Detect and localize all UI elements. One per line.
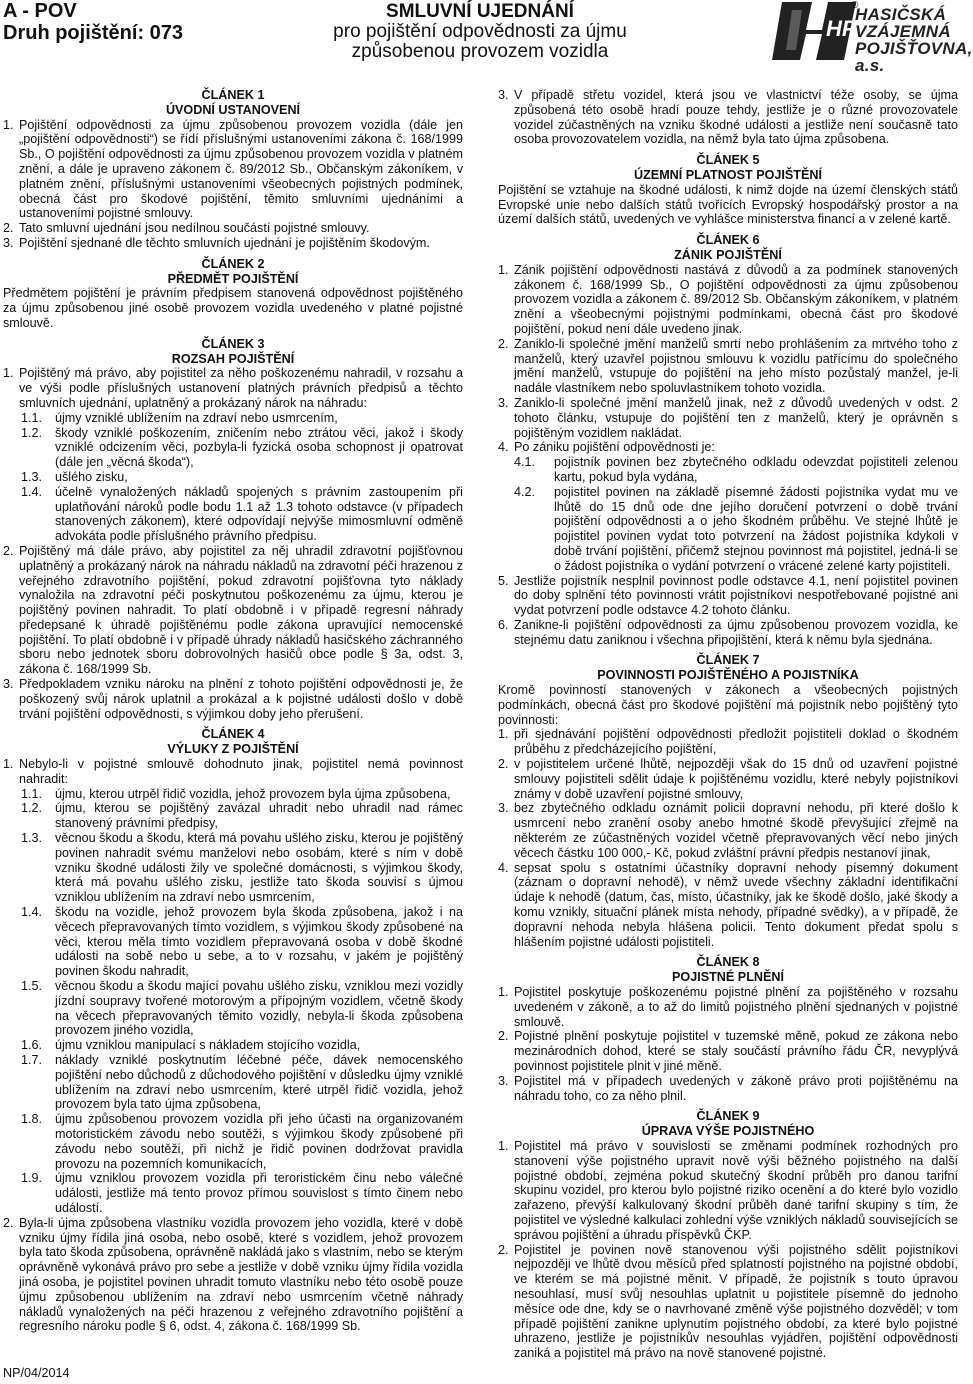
article-5-text: Pojištění se vztahuje na škodné události, k nimž dojde na území členských států Evropské unie nebo dalších států tvořících Evropský hospodářský prostor a na území dalších států, uvedených ve vyhlášce ministerstva financí a v zelené kartě. (498, 182, 958, 227)
article-4-paragraph (3, 1216, 463, 1334)
item-text: Pojištění odpovědnosti za újmu způsobenou provozem vozidla (dále jen „pojištění odpovědnosti“) se řídí příslušnými ustanoveními zákona č. 168/1999 Sb., O pojištění odpovědnosti za újmu způsobenou provozem vozidla v platném znění, a dále je upraveno zákonem č. 89/2012 Sb., Občanským zákoníkem, v platném znění, příslušnými ustanoveními všeobecných pojistných podmínek, obecná část pro škodové pojištění, těmito smluvními ujednáními a ustanoveními pojistné smlouvy. (19, 117, 463, 221)
article-2-title: PŘEDMĚT POJIŠTĚNÍ (167, 271, 299, 286)
item-text: Pojistné plnění poskytuje pojistitel v tuzemské měně, pokud ze zákona nebo mezinárodních dohod, které se staly součástí právního řádu ČR, nevyplývá povinnost pojistitele plnit v jiné měně. (514, 1029, 958, 1073)
item-number: 1.2. (21, 425, 43, 440)
insurance-type: Druh pojištění: 073 (3, 22, 184, 44)
item-text: Pojištěný má právo, aby pojistitel za něho poškozenému nahradil, v rozsahu a ve výši podle příslušných ustanovení platných právních předpisů a těchto smluvních ujednání, uplatněný a prokázaný nárok na náhradu: (19, 366, 463, 410)
item-number: 1.1. (21, 410, 43, 425)
article-7-paragraph (498, 757, 958, 801)
item-text: V případě střetu vozidel, která jsou ve vlastnictví téže osoby, se újma způsobená této osobě hradí pouze tehdy, jestliže je o různé provozovatele vozidel zúčastněných na vzniku škodné události a jestliže není současně tato osoba provozovatelem vozidla, na němž byla tato újma způsobena. (514, 88, 958, 147)
item-number: 1.5. (21, 979, 43, 994)
item-number: 1.2. (21, 801, 43, 816)
item-text: Pojistitel poskytuje poškozenému pojistné plnění za pojištěného v rozsahu uvedeném v zákoně, a to až do limitů pojistného plnění sjednaných v pojistné smlouvě. (514, 985, 958, 1029)
registered-mark: ® (851, 0, 859, 11)
item-number: 2. (3, 221, 14, 236)
item-text: Předpokladem vzniku nároku na plnění z tohoto pojištění odpovědnosti je, že poškozený svůj nárok uplatnil a prokázal a k pojistné události došlo v době trvání pojištění odpovědnosti, s výjimkou doby jeho přerušení. (19, 677, 463, 721)
article-6-paragraph (498, 618, 958, 648)
article-7-title: POVINNOSTI POJIŠTĚNÉHO A POJISTNÍKA (597, 668, 859, 683)
item-number: 4.2. (514, 484, 536, 499)
article-4-subitem (21, 1171, 463, 1215)
item-number: 2. (498, 1029, 509, 1044)
item-text: Pojištění sjednané dle těchto smluvních ujednání je pojištěním škodovým. (19, 235, 430, 250)
article-9-paragraph (498, 1139, 958, 1243)
article-1-paragraph (3, 221, 463, 236)
article-4-subitem (21, 905, 463, 979)
item-number: 6. (498, 617, 509, 632)
article-4-paragraph (3, 757, 463, 787)
article-4-subitem (21, 979, 463, 1038)
item-text: sepsat spolu s ostatními účastníky dopravní nehody písemný dokument (záznam o dopravní nehodě), v němž uvede všechny základní identifikační údaje k nehodě (datum, čas, místo, účastníky, jak ke škodě došlo, jaké škody a komu vznikly, situační plánek místa nehody, případné svědky), a v případě, že dopravní nehoda nebyla hlášena policii. Tento dokument předat spolu s hlášením pojistné události pojistiteli. (514, 860, 958, 949)
title-line-1: SMLUVNÍ UJEDNÁNÍ (386, 1, 574, 22)
item-text: újmu, kterou se pojištěný zavázal uhradit nebo uhradil nad rámec stanovený právními předpisy, (55, 801, 463, 831)
article-8-paragraph (498, 985, 958, 1029)
item-text: Byla-li újma způsobena vlastníku vozidla provozem jeho vozidla, které v době vzniku újmy řídila jiná osoba, nebo osobě, které s vozidlem, jehož provozem byla tato škoda způsobena, oprávněně nakládá jako s vlastním, nebo se kterým oprávněně vykonává právo pro sebe a jestliže v době vzniku újmy řídila vozidla jiná osoba, je pojistitel povinen uhradit tomuto vlastníku nebo této osobě pouze újmu způsobenou ublížením na zdraví nebo usmrcením včetně náhrady nákladů vynaložených na péči hrazenou z veřejného zdravotního pojištění a regresního nároku podle § 6, odst. 4, zákona č. 168/1999 Sb. (19, 1215, 463, 1334)
item-number: 3. (498, 395, 509, 410)
article-7-paragraph (498, 861, 958, 950)
item-text: Po zániku pojištění odpovědnosti je: (514, 440, 715, 455)
article-6-title: ZÁNIK POJIŠTĚNÍ (674, 247, 782, 262)
page-header (0, 0, 973, 82)
doc-title (280, 2, 680, 62)
article-5-title: ÚZEMNÍ PLATNOST POJIŠTĚNÍ (634, 167, 822, 182)
article-1-number: ČLÁNEK 1 (201, 88, 265, 102)
article-4-subitem (21, 1038, 463, 1053)
logo-mark: HP (826, 16, 857, 41)
article-6-paragraph (498, 263, 958, 337)
article-8-title: POJISTNÉ PLNĚNÍ (672, 970, 784, 985)
article-6-paragraph (498, 396, 958, 440)
item-number: 4. (498, 860, 509, 875)
item-number: 1. (3, 757, 14, 772)
article-8-paragraph (498, 1074, 958, 1104)
item-number: 3. (3, 235, 14, 250)
item-text: Jestliže pojistník nesplnil povinnost podle odstavce 4.1, není pojistitel povinen do doby splnění této povinnosti vrátit pojistníkovi nespotřebované pojistné ani vydat potvrzení podle odstavce 4.2 tohoto článku. (514, 573, 958, 618)
document-code-footer: NP/04/2014 (3, 1366, 70, 1380)
company-name-line-3: POJIŠŤOVNA, a.s. (855, 39, 973, 75)
item-number: 1. (498, 262, 509, 277)
item-text: věcnou škodu a škodu mající povahu ušlého zisku, vzniklou mezi vozidly jízdní soupravy tvořené motorovým a přípojným vozidlem, včetně škody na věcech přepravovaných těmito vozidly, nebyla-li škoda způsobena provozem jiného vozidla, (55, 979, 463, 1038)
item-text: při sjednávání pojištění odpovědnosti předložit pojistiteli doklad o škodném průběhu z předcházejícího pojištění, (514, 727, 958, 757)
doc-code: A - POV (3, 0, 77, 22)
item-number: 1. (3, 117, 14, 132)
item-number: 3. (498, 801, 509, 816)
item-number: 4. (498, 440, 509, 455)
item-number: 1.1. (21, 786, 43, 801)
right-column (498, 88, 958, 1361)
item-number: 2. (3, 543, 14, 558)
article-6-subitem (514, 485, 958, 574)
item-number: 2. (3, 1215, 14, 1230)
item-text: Zanikne-li pojištění odpovědnosti za újmu způsobenou provozem vozidla, ke stejnému datu zaniknou i všechna připojištění, která k němu byla sjednána. (514, 617, 958, 647)
item-number: 3. (3, 677, 14, 692)
item-number: 1.8. (21, 1112, 43, 1127)
article-6-number: ČLÁNEK 6 (696, 233, 760, 248)
item-number: 1. (498, 727, 509, 742)
article-2-number: ČLÁNEK 2 (201, 256, 265, 271)
item-text: Pojištěný má dále právo, aby pojistitel za něj uhradil zdravotní pojišťovnou uplatněný a prokázaný nárok na náhradu nákladů na zdravotní péči hrazenou z veřejného zdravotního pojištění, pokud zdravotní pojišťovna tyto náklady vynaložila na zdravotní péči poskytnutou poškozenému za újmu, kterou je pojištěný povinen nahradit. To platí obdobně i v případě regresní náhrady předepsané k úhradě pojištěnému podle zákona upravující nemocenské pojištění. To platí obdobně i v případě úhrady nákladů hasičského záchranného sboru nebo jednotek sboru dobrovolných hasičů obce podle § 3a, odst. 3, zákona č. 168/1999 Sb. (19, 543, 463, 677)
article-9-number: ČLÁNEK 9 (696, 1109, 760, 1124)
item-text: věcnou škodu a škodu, která má povahu ušlého zisku, kterou je pojištěný povinen nahradit svému manželovi nebo osobám, které s ním v době vzniku škodné události žily ve společné domácnosti, s výjimkou škody, která má povahu ušlého zisku, jestliže tato škoda souvisí s újmou vzniklou ublížením na zdraví nebo usmrcením, (55, 831, 463, 905)
item-text: škodu na vozidle, jehož provozem byla škoda způsobena, jakož i na věcech přepravovaných tímto vozidlem, s výjimkou škody způsobené na věci, kterou měla tímto vozidlem přepravovaná osoba v době škodné události na sobě nebo u sebe, a to v rozsahu, v jakém je pojištěný povinen škodu nahradit, (55, 905, 463, 979)
item-number: 1.9. (21, 1171, 43, 1186)
item-number: 3. (498, 1073, 509, 1088)
item-text: Pojistitel má v případech uvedených v zákoně právo proti pojištěnému na náhradu toho, co za něho plnil. (514, 1073, 958, 1103)
article-3-subitem (21, 470, 463, 485)
article-8-number: ČLÁNEK 8 (696, 955, 760, 970)
doc-id (3, 0, 183, 44)
company-name-line-2: VZÁJEMNÁ (855, 22, 951, 41)
article-7-number: ČLÁNEK 7 (696, 653, 760, 668)
item-number: 4.1. (514, 455, 536, 470)
item-text: účelně vynaložených nákladů spojených s právním zastoupením při uplatňování nároků podle bodu 1.1 až 1.3 tohoto odstavce (v případech stanovených zákonem), které odpovídají nejvýše mimosmluvní odměně advokáta podle příslušného právního předpisu. (55, 484, 463, 544)
article-5-number: ČLÁNEK 5 (696, 153, 760, 168)
item-text: v pojistitelem určené lhůtě, nejpozději však do 15 dnů od uzavření pojistné smlouvy pojistiteli sdělit údaje k pojištěnému vozidlu, které nebyly pojistníkovi známy v době uzavření pojistné smlouvy, (514, 757, 958, 801)
company-name (855, 6, 973, 74)
article-1-paragraph (3, 118, 463, 222)
item-text: bez zbytečného odkladu oznámit policii dopravní nehodu, při které došlo k usmrcení nebo zranění osoby anebo hmotné škodě převyšující zřejmě na některém ze zúčastněných vozidel včetně přepravovaných věcí nebo jiných věcech částku 100 000,- Kč, pokud zvláštní právní předpis nestanoví jinak, (514, 801, 958, 860)
item-text: Pojistitel má právo v souvislosti se změnami podmínek rozhodných pro stanovení výše pojistného upravit nově výši běžného pojistného na další pojistné období, zejména pokud skutečný škodní průběh pro danou tarifní skupinu vozidel, pro kterou bylo pojistné riziko ocenění a do které bylo vozidlo zařazeno, převýší kalkulovaný škodní průběh dané tarifní skupiny s tím, že pojistitel ve výsledné kalkulaci zohlední výše vzniklých nákladů souvisejících se správou pojištění a úhradu příspěvků ČKP. (514, 1138, 958, 1242)
article-8-paragraph (498, 1029, 958, 1073)
item-text: újmu, kterou utrpěl řidič vozidla, jehož provozem byla újma způsobena, (55, 786, 451, 801)
item-number: 3. (498, 88, 509, 102)
item-number: 1.3. (21, 831, 43, 846)
article-6-paragraph (498, 574, 958, 618)
item-number: 2. (498, 1242, 509, 1257)
item-number: 1. (498, 985, 509, 1000)
item-number: 1.6. (21, 1038, 43, 1053)
article-9-title: ÚPRAVA VÝŠE POJISTNÉHO (641, 1124, 815, 1139)
item-text: ušlého zisku, (55, 469, 128, 484)
item-text: Zánik pojištění odpovědnosti nastává z důvodů a za podmínek stanovených zákonem č. 168/1999 Sb., O pojištění odpovědnosti za újmu způsobenou provozem vozidla a zákonem č. 89/2012 Sb. Občanským zákoníkem, v platném znění a všeobecnými pojistnými podmínkami, obecná část pro škodové pojištění, pokud není dále uvedeno jinak. (514, 262, 958, 336)
article-3-title: ROZSAH POJIŠTĚNÍ (171, 351, 295, 366)
article-3-subitem (21, 411, 463, 426)
article-3-paragraph (3, 677, 463, 721)
item-text: náklady vzniklé poskytnutím léčebné péče, dávek nemocenského pojištění nebo důchodů z důchodového pojištění v důsledku újmy vzniklé ublížením na zdraví nebo usmrcením, které utrpěl řidič vozidla, jehož provozem byla tato újma způsobena, (55, 1053, 463, 1112)
item-text: Zaniklo-li společné jmění manželů jinak, než z důvodů uvedených v odst. 2 tohoto článku, vstupuje do pojištění ten z manželů, který je oprávněn s pojištěným vozidlem nakládat. (514, 395, 958, 440)
item-number: 1. (498, 1138, 509, 1153)
article-3-number: ČLÁNEK 3 (201, 336, 265, 351)
article-2-text: Předmětem pojištění je právním předpisem stanovená odpovědnost pojištěného za újmu způsobenou jiné osobě provozem vozidla uvedeného v platné pojistné smlouvě. (3, 286, 463, 330)
item-text: újmu vzniklou provozem vozidla při teroristickém činu nebo válečné události, jestliže má tento provoz přímou souvislost s tímto činem nebo událostí. (55, 1171, 463, 1215)
article-7-text: Kromě povinností stanovených v zákonech a všeobecných pojistných podmínkách, obecná část pro škodové pojištění má pojistník nebo pojištěný tyto povinnosti: (498, 683, 958, 727)
article-6-paragraph (498, 337, 958, 396)
item-text: újmu vzniklou manipulací s nákladem stojícího vozidla, (55, 1038, 361, 1053)
article-3-paragraph (3, 544, 463, 677)
item-text: újmy vzniklé ublížením na zdraví nebo usmrcením, (55, 410, 338, 425)
title-line-2: pro pojištění odpovědnosti za újmu (333, 21, 627, 42)
item-number: 1. (3, 366, 14, 381)
article-7-paragraph (498, 801, 958, 860)
article-3-subitem (21, 426, 463, 470)
item-text: Nebylo-li v pojistné smlouvě dohodnuto jinak, pojistitel nemá povinnost nahradit: (19, 757, 463, 786)
article-4-subitem (21, 1112, 463, 1171)
item-number: 5. (498, 573, 509, 588)
item-number: 1.7. (21, 1053, 43, 1067)
item-number: 1.3. (21, 469, 43, 484)
item-number: 2. (498, 757, 509, 772)
item-text: pojistník povinen bez zbytečného odkladu odevzdat pojistiteli zelenou kartu, pokud byla vydána, (554, 455, 958, 484)
item-text: Zaniklo-li společné jmění manželů smrtí nebo prohlášením za mrtvého toho z manželů, který uzavřel pojistnou smlouvu k vozidlu patřícímu do společného jmění manželů, vstupuje do pojištění na jeho místo pozůstalý manžel, je-li nadále vlastníkem nebo spoluvlastníkem tohoto vozidla. (514, 336, 958, 396)
article-3-paragraph (3, 366, 463, 410)
item-text: škody vzniklé poškozením, zničením nebo ztrátou věci, jakož i škody vzniklé odcizením věci, pozbyla-li fyzická osoba schopnost ji opatrovat (dále jen „věcná škoda“), (55, 425, 463, 470)
item-text: Tato smluvní ujednání jsou nedílnou součástí pojistné smlouvy. (19, 221, 370, 236)
article-4-paragraph (498, 88, 958, 147)
item-number: 2. (498, 336, 509, 351)
article-7-paragraph (498, 727, 958, 757)
item-text: Pojistitel je povinen nově stanovenou výši pojistného sdělit pojistníkovi nejpozději ve lhůtě dvou měsíců před splatností pojistného na pojistné období, ve kterém se má pojistné měnit. V případě, že pojistník s touto úpravou nesouhlasí, musí svůj nesouhlas uplatnit u pojistitele písemně do jednoho měsíce ode dne, kdy se o navrhované změně výše pojistného dozvěděl; v tom případě pojištění zanikne uplynutím pojistného období, za které bylo pojistné uhrazeno, jestliže je pojistníkův nesouhlas vyjádřen, pojištění odpovědnosti zaniká a pojistitel má právo na nově stanovené pojistné. (514, 1242, 958, 1361)
article-4-subitem (21, 1053, 463, 1112)
item-text: pojistitel povinen na základě písemné žádosti pojistníka vydat mu ve lhůtě do 15 dnů ode dne jejího doručení potvrzení o době trvání pojištění odpovědnosti a o jeho škodném průběhu. Ve stejné lhůtě je pojistitel povinen vydat toto potvrzení na žádost pojistníka kdykoli v době trvání pojištění, přičemž stejnou povinnost má pojistitel, jedná-li se o žádost pojistníka o vydání potvrzení o vrácené zelené karty pojistiteli. (554, 484, 958, 573)
company-name-line-1: HASIČSKÁ (855, 5, 947, 24)
article-9-paragraph (498, 1243, 958, 1361)
item-number: 1.4. (21, 484, 43, 499)
article-1-title: ÚVODNÍ USTANOVENÍ (165, 102, 301, 117)
article-4-subitem (21, 801, 463, 831)
title-line-3: způsobenou provozem vozidla (351, 41, 609, 62)
left-column (3, 88, 463, 1334)
article-4-number: ČLÁNEK 4 (201, 727, 265, 742)
article-3-subitem (21, 485, 463, 544)
article-6-subitem (514, 455, 958, 485)
article-6-paragraph (498, 440, 958, 455)
item-text: újmu způsobenou provozem vozidla při jeho účasti na organizovaném motoristickém závodu nebo soutěži, s výjimkou škody způsobené při závodu nebo soutěži, při nichž je řidič povinen dodržovat pravidla provozu na pozemních komunikacích, (55, 1112, 463, 1171)
article-4-subitem (21, 787, 463, 802)
article-1-paragraph (3, 236, 463, 251)
article-4-subitem (21, 831, 463, 905)
article-4-title: VÝLUKY Z POJIŠTĚNÍ (167, 742, 299, 757)
item-number: 1.4. (21, 905, 43, 920)
